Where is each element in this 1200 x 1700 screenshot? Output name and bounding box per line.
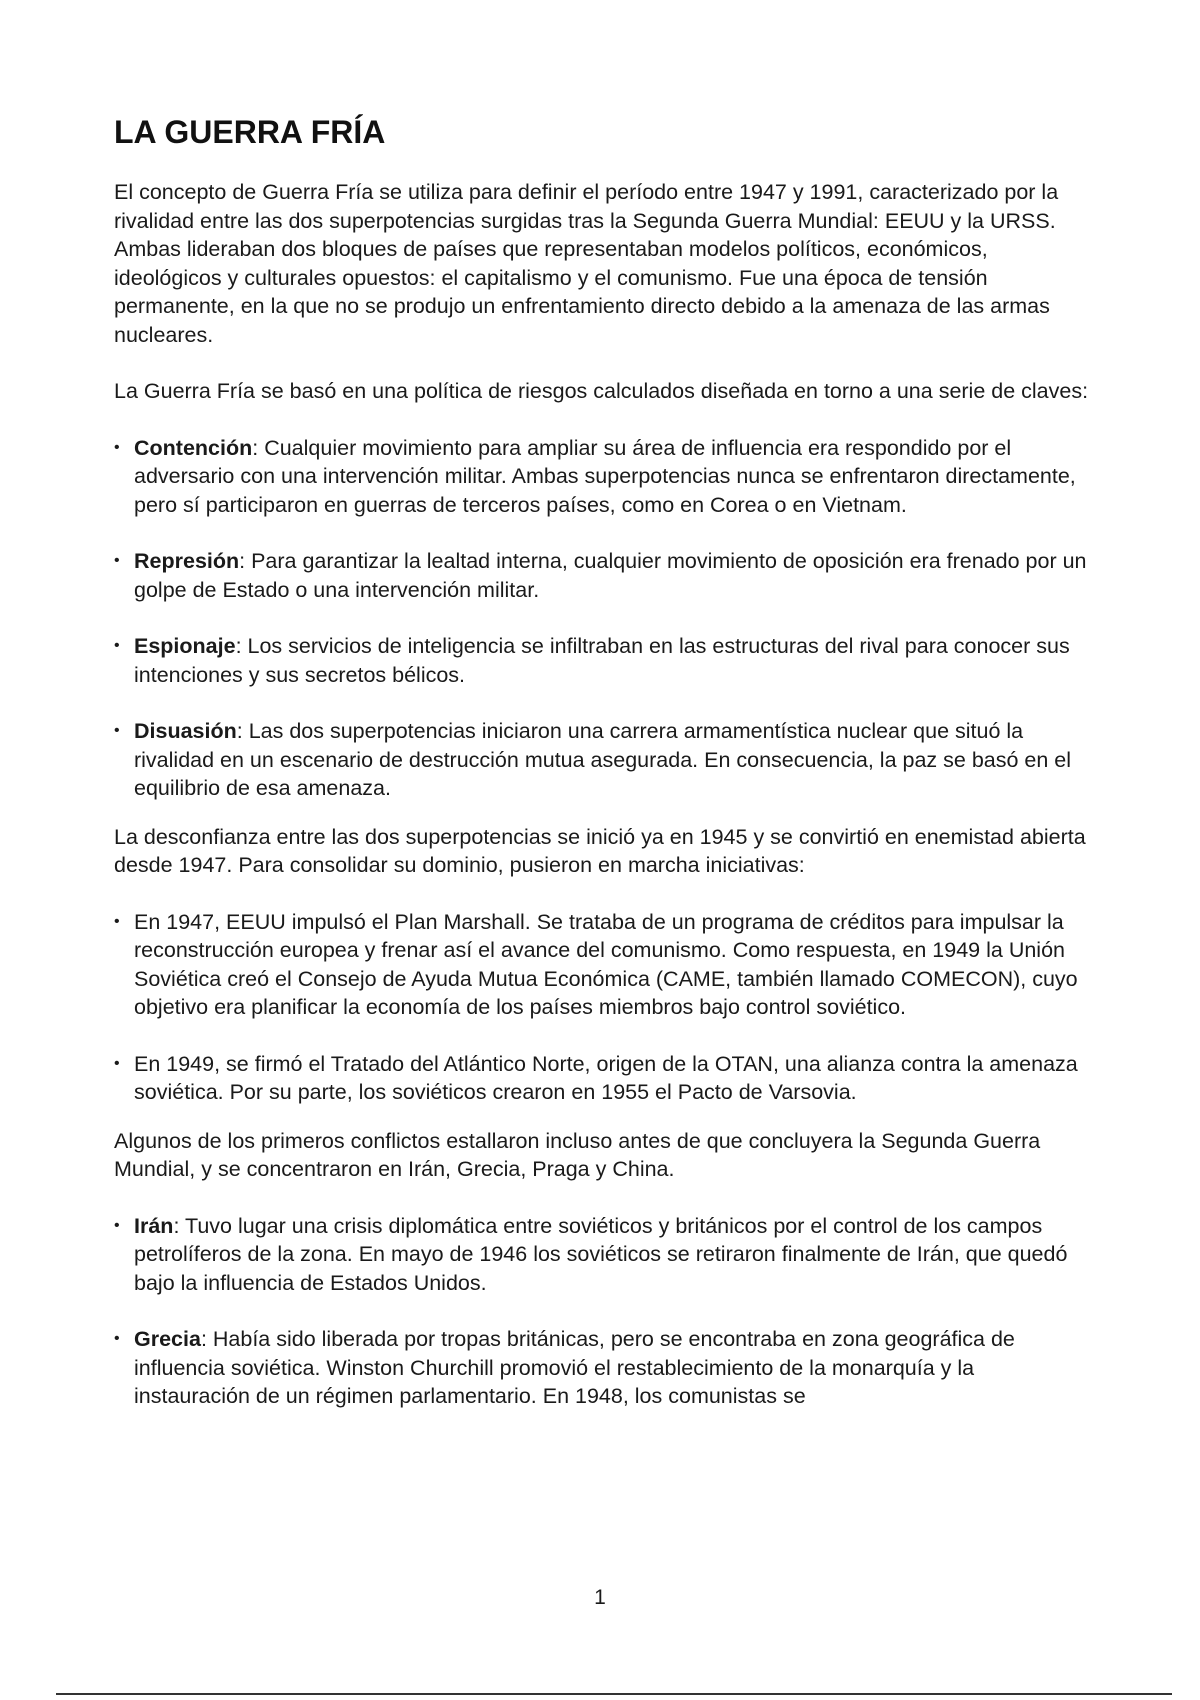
key-term: Contención — [134, 435, 253, 460]
footer-divider — [56, 1693, 1172, 1695]
key-text: : Cualquier movimiento para ampliar su área de influencia era respondido por el adversario con una intervención militar. Ambas superpotencias nunca se enfrentaron directamente, pero sí participaron en guerras de terceros países, como en Corea o en Vietnam. — [134, 435, 1076, 517]
key-text: : Los servicios de inteligencia se infiltraban en las estructuras del rival para conocer sus intenciones y sus secretos bélicos. — [134, 634, 1070, 687]
key-term: Represión — [134, 549, 240, 573]
conflict-text: : Tuvo lugar una crisis diplomática entre soviéticos y británicos por el control de los campos petrolíferos de la zona. En mayo de 1946 los soviéticos se retiraron finalmente de Irán, que quedó bajo la influencia de Estados Unidos. — [134, 1213, 1068, 1295]
keys-list — [114, 434, 1094, 803]
conflicts-list — [114, 1212, 1094, 1411]
conflict-text: : Había sido liberada por tropas británicas, pero se encontraba en zona geográfica de influencia soviética. Winston Churchill promovió el restablecimiento de la monarquía y la instauración de un régimen parlamentario. En 1948, los comunistas se — [134, 1327, 1015, 1408]
list-item — [114, 547, 1094, 604]
page-number: 1 — [594, 1586, 606, 1609]
key-term: Espionaje — [134, 634, 236, 658]
keys-intro-paragraph: La Guerra Fría se basó en una política de riesgos calculados diseñada en torno a una serie de claves: — [114, 379, 1089, 403]
conflict-term: Irán — [134, 1213, 174, 1238]
list-item — [114, 1325, 1094, 1411]
conflict-term: Grecia — [134, 1327, 201, 1351]
list-item: • En 1949, se firmó el Tratado del Atlántico Norte, origen de la OTAN, una alianza contra la amenaza soviética. Por su parte, los soviéticos crearon en 1955 el Pacto de Varsovia. — [114, 1050, 1094, 1107]
initiatives-list — [114, 908, 1094, 1107]
key-text: : Las dos superpotencias iniciaron una carrera armamentística nuclear que situó la rivalidad en un escenario de destrucción mutua asegurada. En consecuencia, la paz se basó en el equilibrio de esa amenaza. — [134, 719, 1072, 800]
key-term: Disuasión — [134, 719, 237, 743]
list-item — [114, 632, 1094, 689]
initiatives-intro-paragraph: La desconfianza entre las dos superpotencias se inició ya en 1945 y se convirtió en enemistad abierta desde 1947. Para consolidar su dominio, pusieron en marcha iniciativas: — [114, 824, 1086, 877]
list-item: • En 1947, EEUU impulsó el Plan Marshall. Se trataba de un programa de créditos para impulsar la reconstrucción europea y frenar así el avance del comunismo. Como respuesta, en 1949 la Unión Soviética creó el Consejo de Ayuda Mutua Económica (CAME, también llamado COMECON), cuyo objetivo era planificar la economía de los países miembros bajo control soviético. — [114, 908, 1094, 1022]
list-item — [114, 717, 1094, 803]
page-title: LA GUERRA FRÍA — [114, 114, 386, 150]
document-page — [114, 112, 1094, 1439]
key-text: : Para garantizar la lealtad interna, cualquier movimiento de oposición era frenado por un golpe de Estado o una intervención militar. — [134, 549, 1087, 602]
conflicts-intro-paragraph: Algunos de los primeros conflictos estallaron incluso antes de que concluyera la Segunda Guerra Mundial, y se concentraron en Irán, Grecia, Praga y China. — [114, 1128, 1041, 1181]
list-item — [114, 1212, 1094, 1298]
list-item — [114, 434, 1094, 520]
intro-paragraph: El concepto de Guerra Fría se utiliza para definir el período entre 1947 y 1991, caracterizado por la rivalidad entre las dos superpotencias surgidas tras la Segunda Guerra Mundial: EEUU y la URSS. Ambas lideraban dos bloques de países que representaban modelos políticos, económicos, ideológicos y culturales opuestos: el capitalismo y el comunismo. Fue una época de tensión permanente, en la que no se produjo un enfrentamiento directo debido a la amenaza de las armas nucleares. — [114, 180, 1059, 347]
